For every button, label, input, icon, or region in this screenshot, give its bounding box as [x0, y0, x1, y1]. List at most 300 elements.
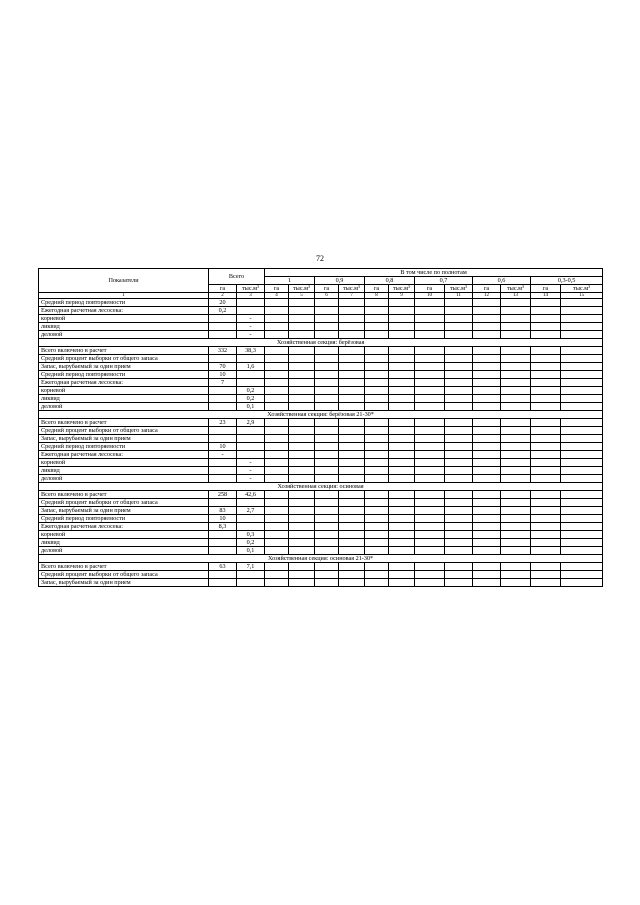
density-cell	[315, 307, 339, 315]
density-cell	[561, 379, 603, 387]
density-cell	[415, 467, 445, 475]
header-by-density: В том числе по полнотам	[265, 269, 603, 277]
table-row	[39, 515, 603, 523]
density-cell	[315, 363, 339, 371]
density-cell	[265, 371, 289, 379]
table-row	[39, 315, 603, 323]
total-volume-cell	[237, 499, 265, 507]
density-cell	[289, 355, 315, 363]
density-cell	[265, 515, 289, 523]
indicator-label: Средний процент выборки от общего запаса	[39, 499, 209, 507]
indicator-label: Запас, вырубаемый за один прием	[39, 579, 209, 587]
total-volume-cell: 0,2	[237, 395, 265, 403]
density-cell	[501, 307, 531, 315]
total-ha-cell	[209, 315, 237, 323]
density-cell	[445, 315, 473, 323]
density-cell	[339, 379, 365, 387]
density-cell	[389, 323, 415, 331]
density-cell	[445, 475, 473, 483]
density-cell	[415, 427, 445, 435]
density-cell	[501, 491, 531, 499]
section-row	[39, 411, 603, 419]
indicator-label: деловой	[39, 475, 209, 483]
total-ha-cell: 83	[209, 507, 237, 515]
density-cell	[365, 299, 389, 307]
density-cell	[561, 435, 603, 443]
density-cell	[289, 443, 315, 451]
density-cell	[501, 523, 531, 531]
density-cell	[389, 579, 415, 587]
density-cell	[289, 347, 315, 355]
table-row	[39, 387, 603, 395]
table-row	[39, 579, 603, 587]
density-cell	[389, 531, 415, 539]
density-cell	[415, 459, 445, 467]
density-cell	[315, 579, 339, 587]
unit-volume: $тыс.м^3$	[501, 285, 531, 293]
density-cell	[339, 571, 365, 579]
density-cell	[315, 523, 339, 531]
density-cell	[473, 491, 501, 499]
density-cell	[289, 403, 315, 411]
total-ha-cell	[209, 547, 237, 555]
density-cell	[415, 363, 445, 371]
total-ha-cell	[209, 459, 237, 467]
density-cell	[501, 435, 531, 443]
density-cell	[365, 347, 389, 355]
total-ha-cell	[209, 475, 237, 483]
density-cell	[315, 419, 339, 427]
table-row	[39, 539, 603, 547]
page-number: 72	[316, 254, 324, 263]
density-cell	[501, 571, 531, 579]
density-cell	[315, 331, 339, 339]
total-volume-cell	[237, 355, 265, 363]
density-cell	[445, 403, 473, 411]
column-number: 5	[289, 293, 315, 299]
density-cell	[473, 451, 501, 459]
total-volume-cell: -	[237, 467, 265, 475]
column-number: 11	[445, 293, 473, 299]
table-row	[39, 475, 603, 483]
density-cell	[445, 539, 473, 547]
density-cell	[365, 451, 389, 459]
total-ha-cell	[209, 539, 237, 547]
density-cell	[389, 387, 415, 395]
density-cell	[531, 547, 561, 555]
density-cell	[265, 355, 289, 363]
density-cell	[339, 451, 365, 459]
density-cell	[445, 523, 473, 531]
density-cell	[415, 507, 445, 515]
table-row	[39, 491, 603, 499]
density-cell	[473, 571, 501, 579]
density-cell	[265, 323, 289, 331]
density-cell	[389, 459, 415, 467]
density-cell	[501, 315, 531, 323]
total-volume-cell	[237, 515, 265, 523]
density-cell	[365, 315, 389, 323]
density-cell	[473, 579, 501, 587]
density-cell	[561, 523, 603, 531]
density-cell	[365, 435, 389, 443]
density-cell	[339, 299, 365, 307]
indicator-label: корневой	[39, 459, 209, 467]
density-cell	[389, 523, 415, 531]
indicator-label: ликвид	[39, 467, 209, 475]
density-cell	[265, 395, 289, 403]
density-cell	[289, 371, 315, 379]
density-cell	[365, 419, 389, 427]
column-number: 9	[389, 293, 415, 299]
density-cell	[289, 523, 315, 531]
density-cell	[289, 571, 315, 579]
density-cell	[501, 387, 531, 395]
density-cell	[339, 507, 365, 515]
density-cell	[339, 563, 365, 571]
indicator-label: ликвид	[39, 323, 209, 331]
total-ha-cell: 70	[209, 363, 237, 371]
density-cell	[315, 539, 339, 547]
density-cell	[561, 403, 603, 411]
density-cell	[265, 315, 289, 323]
density-cell	[339, 395, 365, 403]
indicator-label: Средний период повторяемости	[39, 299, 209, 307]
density-cell	[501, 299, 531, 307]
table-row	[39, 371, 603, 379]
density-cell	[289, 363, 315, 371]
density-cell	[289, 419, 315, 427]
density-cell	[389, 379, 415, 387]
density-cell	[445, 435, 473, 443]
density-cell	[501, 427, 531, 435]
density-cell	[415, 515, 445, 523]
density-cell	[265, 563, 289, 571]
density-cell	[289, 475, 315, 483]
table-row	[39, 443, 603, 451]
table-row	[39, 323, 603, 331]
total-ha-cell: 63	[209, 563, 237, 571]
density-cell	[473, 307, 501, 315]
density-cell	[265, 379, 289, 387]
density-cell	[415, 299, 445, 307]
density-cell	[501, 459, 531, 467]
density-cell	[473, 299, 501, 307]
indicator-label: Ежегодная расчетная лесосека:	[39, 523, 209, 531]
total-volume-cell: 0,2	[237, 539, 265, 547]
density-cell	[473, 547, 501, 555]
density-cell	[531, 395, 561, 403]
unit-ha: га	[473, 285, 501, 293]
density-cell	[265, 427, 289, 435]
density-cell	[315, 427, 339, 435]
total-ha-cell: 7	[209, 379, 237, 387]
density-cell	[415, 451, 445, 459]
total-ha-cell	[209, 403, 237, 411]
table-row	[39, 547, 603, 555]
density-cell	[315, 547, 339, 555]
density-cell	[339, 307, 365, 315]
density-cell	[339, 347, 365, 355]
total-ha-cell: 10	[209, 443, 237, 451]
density-cell	[315, 571, 339, 579]
density-cell	[389, 331, 415, 339]
density-cell	[561, 571, 603, 579]
total-ha-cell: 8,3	[209, 523, 237, 531]
density-cell	[561, 299, 603, 307]
density-cell	[265, 451, 289, 459]
density-cell	[531, 379, 561, 387]
density-cell	[501, 547, 531, 555]
unit-ha: га	[209, 285, 237, 293]
table-row	[39, 395, 603, 403]
density-cell	[415, 531, 445, 539]
total-volume-cell: 1,6	[237, 363, 265, 371]
density-cell	[445, 307, 473, 315]
density-cell	[315, 355, 339, 363]
indicator-label: Ежегодная расчетная лесосека:	[39, 379, 209, 387]
density-cell	[473, 507, 501, 515]
unit-ha: га	[531, 285, 561, 293]
density-cell	[501, 371, 531, 379]
total-ha-cell	[209, 387, 237, 395]
indicator-label: Всего включено в расчет	[39, 419, 209, 427]
density-cell	[265, 299, 289, 307]
table-row	[39, 571, 603, 579]
density-cell	[445, 387, 473, 395]
total-volume-cell	[237, 299, 265, 307]
density-cell	[473, 331, 501, 339]
density-cell	[289, 531, 315, 539]
density-cell	[501, 499, 531, 507]
total-volume-cell	[237, 523, 265, 531]
column-number: 6	[315, 293, 339, 299]
density-cell	[561, 395, 603, 403]
density-cell	[415, 323, 445, 331]
density-cell	[415, 499, 445, 507]
table-row	[39, 299, 603, 307]
table-row	[39, 363, 603, 371]
indicator-label: ликвид	[39, 539, 209, 547]
density-cell	[473, 499, 501, 507]
density-cell	[501, 379, 531, 387]
density-cell	[531, 307, 561, 315]
density-cell	[365, 395, 389, 403]
density-cell	[445, 467, 473, 475]
density-cell	[315, 299, 339, 307]
density-cell	[415, 475, 445, 483]
unit-volume: $тыс.м^3$	[389, 285, 415, 293]
total-volume-cell: -	[237, 331, 265, 339]
density-cell	[389, 451, 415, 459]
density-cell	[365, 403, 389, 411]
density-cell	[289, 499, 315, 507]
density-cell	[445, 515, 473, 523]
header-density: 0,6	[473, 277, 531, 285]
density-cell	[561, 467, 603, 475]
indicator-label: Средний процент выборки от общего запаса	[39, 355, 209, 363]
density-cell	[501, 579, 531, 587]
density-cell	[315, 563, 339, 571]
density-cell	[339, 435, 365, 443]
density-cell	[473, 515, 501, 523]
unit-volume: $тыс.м^3$	[289, 285, 315, 293]
unit-volume: $тыс.м^3$	[237, 285, 265, 293]
density-cell	[445, 331, 473, 339]
density-cell	[265, 475, 289, 483]
density-cell	[473, 347, 501, 355]
density-cell	[389, 563, 415, 571]
density-cell	[315, 515, 339, 523]
density-cell	[561, 355, 603, 363]
density-cell	[501, 347, 531, 355]
section-title: Хозяйственная секция: берёзовая 21-30*	[39, 411, 603, 419]
density-cell	[445, 371, 473, 379]
indicator-label: корневой	[39, 531, 209, 539]
density-cell	[365, 499, 389, 507]
density-cell	[501, 563, 531, 571]
density-cell	[561, 307, 603, 315]
density-cell	[561, 371, 603, 379]
density-cell	[415, 315, 445, 323]
total-ha-cell: 20	[209, 299, 237, 307]
density-cell	[389, 307, 415, 315]
density-cell	[289, 299, 315, 307]
density-cell	[389, 419, 415, 427]
density-cell	[365, 571, 389, 579]
total-volume-cell: 42,6	[237, 491, 265, 499]
density-cell	[365, 459, 389, 467]
density-cell	[265, 459, 289, 467]
density-cell	[389, 515, 415, 523]
density-cell	[415, 491, 445, 499]
indicator-label: Всего включено в расчет	[39, 563, 209, 571]
total-volume-cell: 0,3	[237, 531, 265, 539]
section-row	[39, 339, 603, 347]
density-cell	[339, 539, 365, 547]
density-cell	[365, 371, 389, 379]
density-cell	[389, 539, 415, 547]
density-cell	[473, 427, 501, 435]
total-ha-cell: 258	[209, 491, 237, 499]
indicator-label: Ежегодная расчетная лесосека:	[39, 307, 209, 315]
density-cell	[265, 531, 289, 539]
indicator-label: Ежегодная расчетная лесосека:	[39, 451, 209, 459]
density-cell	[339, 331, 365, 339]
table-row	[39, 419, 603, 427]
density-cell	[531, 443, 561, 451]
density-cell	[531, 475, 561, 483]
total-ha-cell	[209, 427, 237, 435]
density-cell	[501, 475, 531, 483]
density-cell	[389, 507, 415, 515]
density-cell	[531, 347, 561, 355]
density-cell	[389, 299, 415, 307]
density-cell	[339, 323, 365, 331]
section-row	[39, 483, 603, 491]
total-volume-cell	[237, 451, 265, 459]
density-cell	[501, 531, 531, 539]
total-volume-cell: -	[237, 459, 265, 467]
unit-ha: га	[415, 285, 445, 293]
total-ha-cell	[209, 331, 237, 339]
density-cell	[315, 395, 339, 403]
density-cell	[561, 539, 603, 547]
density-cell	[315, 403, 339, 411]
density-cell	[339, 491, 365, 499]
density-cell	[501, 323, 531, 331]
column-number: 12	[473, 293, 501, 299]
density-cell	[473, 355, 501, 363]
density-cell	[445, 547, 473, 555]
density-cell	[389, 371, 415, 379]
density-cell	[339, 315, 365, 323]
density-cell	[415, 547, 445, 555]
density-cell	[289, 395, 315, 403]
density-cell	[265, 547, 289, 555]
density-cell	[339, 475, 365, 483]
total-ha-cell	[209, 467, 237, 475]
column-number: 14	[531, 293, 561, 299]
total-volume-cell: -	[237, 323, 265, 331]
total-volume-cell: 7,1	[237, 563, 265, 571]
density-cell	[561, 563, 603, 571]
density-cell	[501, 539, 531, 547]
total-ha-cell	[209, 355, 237, 363]
density-cell	[289, 515, 315, 523]
density-cell	[445, 299, 473, 307]
header-total: Всего	[209, 269, 265, 285]
density-cell	[531, 315, 561, 323]
total-ha-cell: 10	[209, 371, 237, 379]
density-cell	[389, 395, 415, 403]
density-cell	[315, 467, 339, 475]
density-cell	[561, 363, 603, 371]
column-number: 7	[339, 293, 365, 299]
density-cell	[265, 307, 289, 315]
indicator-label: деловой	[39, 547, 209, 555]
density-cell	[473, 403, 501, 411]
indicator-label: Всего включено в расчет	[39, 347, 209, 355]
indicator-label: Запас, вырубаемый за один прием	[39, 507, 209, 515]
density-cell	[415, 395, 445, 403]
density-cell	[365, 547, 389, 555]
density-cell	[265, 579, 289, 587]
section-title: Хозяйственная секция: берёзовая	[39, 339, 603, 347]
total-volume-cell	[237, 443, 265, 451]
density-cell	[473, 435, 501, 443]
density-cell	[339, 363, 365, 371]
unit-volume: $тыс.м^3$	[339, 285, 365, 293]
density-cell	[445, 531, 473, 539]
density-cell	[531, 491, 561, 499]
density-cell	[289, 315, 315, 323]
table-row	[39, 307, 603, 315]
total-ha-cell: 0,2	[209, 307, 237, 315]
density-cell	[473, 395, 501, 403]
density-cell	[561, 515, 603, 523]
total-ha-cell	[209, 435, 237, 443]
density-cell	[315, 507, 339, 515]
density-cell	[531, 403, 561, 411]
density-cell	[445, 379, 473, 387]
indicator-label: Всего включено в расчет	[39, 491, 209, 499]
density-cell	[389, 347, 415, 355]
density-cell	[501, 515, 531, 523]
density-cell	[389, 467, 415, 475]
density-cell	[265, 363, 289, 371]
column-number: 8	[365, 293, 389, 299]
